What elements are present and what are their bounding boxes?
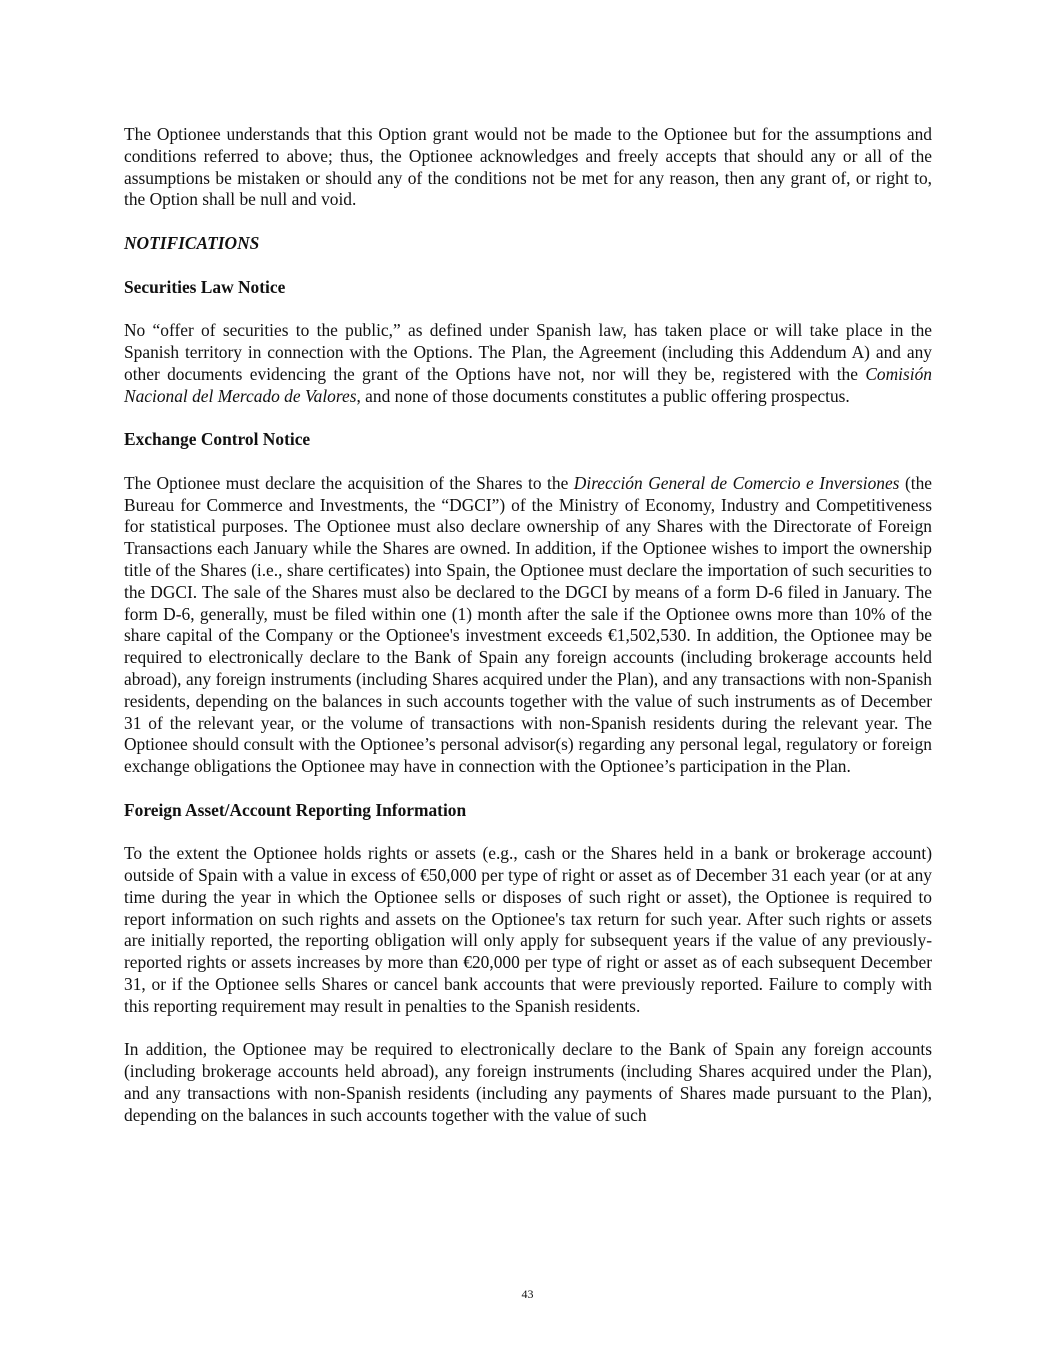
exchange-control-paragraph: [124, 473, 932, 778]
document-page: [124, 124, 932, 1148]
securities-text-2: , and none of those documents constitutes a public offering prospectus.: [356, 385, 850, 406]
notifications-heading: NOTIFICATIONS: [124, 232, 260, 253]
exchange-italic-dgci: Dirección General de Comercio e Inversiones: [573, 472, 900, 493]
foreign-asset-paragraph-2: In addition, the Optionee may be required to electronically declare to the Bank of Spain any foreign accounts (including brokerage accounts held abroad), any foreign instruments (including Shares acquired under the Plan), and any transactions with non-Spanish residents (including any payments of Shares made pursuant to the Plan), depending on the balances in such accounts together with the value of such: [124, 1039, 932, 1125]
foreign-asset-heading: Foreign Asset/Account Reporting Information: [124, 799, 467, 820]
securities-law-heading: Securities Law Notice: [124, 276, 286, 297]
exchange-text-2: (the Bureau for Commerce and Investments, the “DGCI”) of the Ministry of Economy, Industry and Competitiveness for statistical purposes. The Optionee must also declare ownership of any Shares with the Directorate of Foreign Transactions each January while the Shares are owned. In addition, if the Optionee wishes to import the ownership title of the Shares (i.e., share certificates) into Spain, the Optionee must declare the importation of such securities to the DGCI. The sale of the Shares must also be declared to the DGCI by means of a form D-6 filed in January. The form D-6, generally, must be filed within one (1) month after the sale if the Optionee owns more than 10% of the share capital of the Company or the Optionee's investment exceeds €1,502,530. In addition, the Optionee may be required to electronically declare to the Bank of Spain any foreign accounts (including brokerage accounts held abroad), any foreign instruments (including Shares acquired under the Plan), and any transactions with non-Spanish residents, depending on the balances in such accounts together with the value of such instruments as of December 31 of the relevant year, or the volume of transactions with non-Spanish residents during the relevant year. The Optionee should consult with the Optionee’s personal advisor(s) regarding any personal legal, regulatory or foreign exchange obligations the Optionee may have in connection with the Optionee’s participation in the Plan.: [124, 472, 932, 777]
exchange-control-heading: Exchange Control Notice: [124, 429, 311, 450]
intro-paragraph: The Optionee understands that this Option grant would not be made to the Optionee but for the assumptions and conditions referred to above; thus, the Optionee acknowledges and freely accepts that should any or all of the assumptions be mistaken or should any of the conditions not be met for any reason, then any grant of, or right to, the Option shall be null and void.: [124, 124, 932, 210]
securities-text-1: No “offer of securities to the public,” as defined under Spanish law, has taken place or will take place in the Spanish territory in connection with the Options. The Plan, the Agreement (including this Addendum A) and any other documents evidencing the grant of the Options have not, nor will they be, registered with the: [124, 320, 932, 384]
page-number: 43: [521, 1287, 534, 1301]
securities-law-paragraph: [124, 320, 932, 407]
securities-italic-cnmv: Comisión Nacional del Mercado de Valores: [124, 363, 932, 406]
exchange-text-1: The Optionee must declare the acquisition of the Shares to the: [124, 472, 574, 493]
foreign-asset-paragraph-1: To the extent the Optionee holds rights or assets (e.g., cash or the Shares held in a bank or brokerage account) outside of Spain with a value in excess of €50,000 per type of right or asset as of December 31 each year (or at any time during the year in which the Optionee sells or disposes of such right or asset), the Optionee is required to report information on such rights and assets on the Optionee's tax return for such year. After such rights or assets are initially reported, the reporting obligation will only apply for subsequent years if the value of any previously-reported rights or assets increases by more than €20,000 per type of right or asset as of each subsequent December 31, or if the Optionee sells Shares or cancel bank accounts that were previously reported. Failure to comply with this reporting requirement may result in penalties to the Spanish residents.: [124, 843, 932, 1016]
